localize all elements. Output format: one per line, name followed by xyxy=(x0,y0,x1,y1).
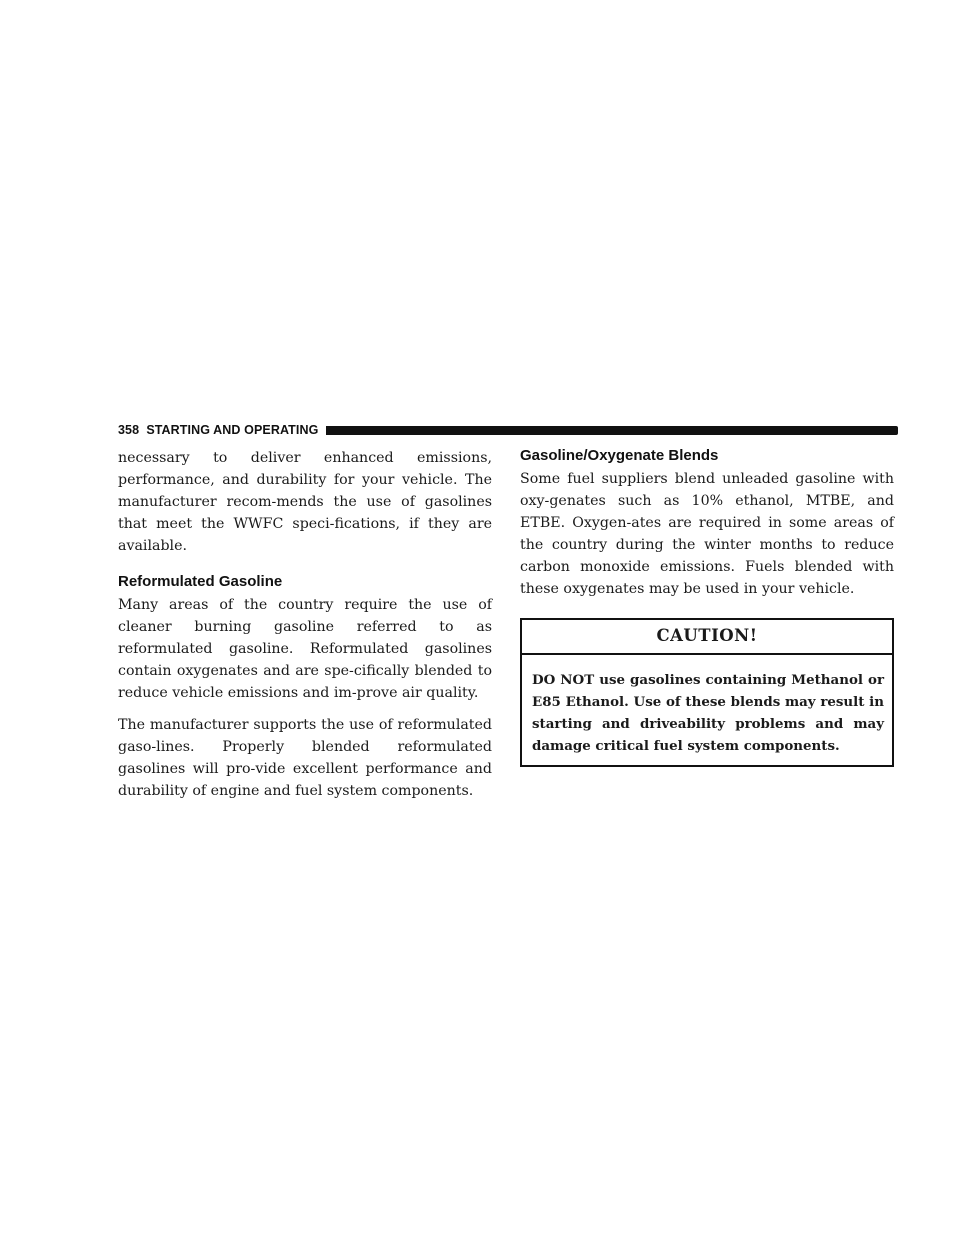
right-column xyxy=(520,447,894,767)
header-rule-bar xyxy=(326,426,898,435)
page-number: 358 xyxy=(118,423,140,437)
spacer xyxy=(139,423,146,437)
reformulated-gasoline-heading: Reformulated Gasoline xyxy=(118,573,283,590)
caution-title: CAUTION! xyxy=(522,620,892,655)
caution-text: DO NOT use gasolines containing Methanol or E85 Ethanol. Use of these blends may result in starting and driveability problems and may damage critical fuel system components. xyxy=(532,672,884,754)
left-column xyxy=(118,447,492,812)
reformulated-paragraph-2: The manufacturer supports the use of reformulated gaso-lines. Properly blended reformulated gasolines will pro-vide excellent performance and durability of engine and fuel system components. xyxy=(118,717,492,799)
section-title: STARTING AND OPERATING xyxy=(146,423,319,437)
intro-paragraph: necessary to deliver enhanced emissions, performance, and durability for your vehicle. The manufacturer recom-mends the use of gasolines that meet the WWFC speci-fications, if they are available. xyxy=(118,450,492,554)
oxygenate-blends-paragraph: Some fuel suppliers blend unleaded gasoline with oxy-genates such as 10% ethanol, MTBE, and ETBE. Oxygen-ates are required in some areas of the country during the winter months to reduce carbon monoxide emissions. Fuels blended with these oxygenates may be used in your vehicle. xyxy=(520,471,894,597)
caution-box xyxy=(520,618,894,767)
page-header xyxy=(118,420,898,440)
oxygenate-blends-heading: Gasoline/Oxygenate Blends xyxy=(520,447,719,464)
reformulated-paragraph-1: Many areas of the country require the use of cleaner burning gasoline referred to as reformulated gasoline. Reformulated gasolines contain oxygenates and are spe-cifically blended to reduce vehicle emissions and im-prove air quality. xyxy=(118,597,492,701)
